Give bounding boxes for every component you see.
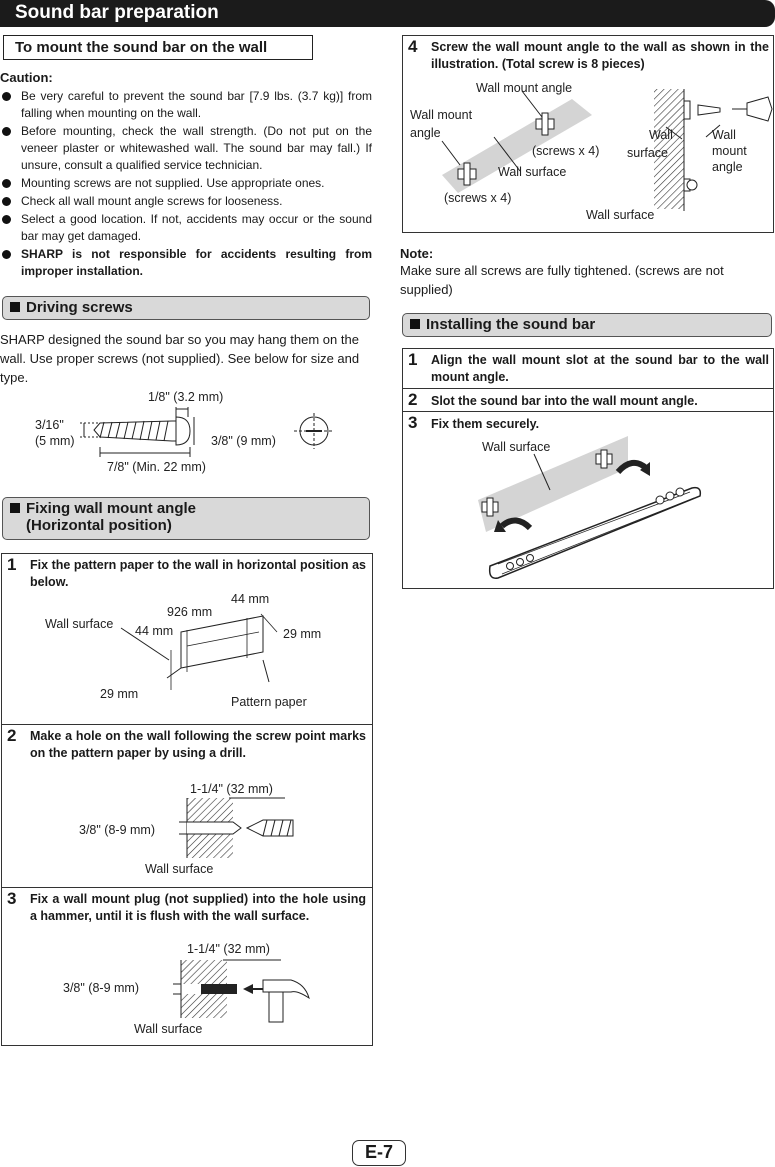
driving-screws-heading: Driving screws xyxy=(2,296,370,320)
step-number: 1 xyxy=(408,350,418,369)
curved-arrow-icon xyxy=(502,520,530,528)
plug-diagram xyxy=(1,940,373,1040)
drill-diagram xyxy=(1,780,373,885)
label-wall-surface-bottom: Wall surface xyxy=(586,208,655,222)
label-wall-surface: Wall surface xyxy=(482,440,551,454)
step-number: 3 xyxy=(7,889,17,908)
label-angle-2: angle xyxy=(712,160,743,174)
square-bullet-icon xyxy=(10,503,20,513)
label-wall-mount-left-2: angle xyxy=(410,126,441,140)
mount-heading: To mount the sound bar on the wall xyxy=(3,35,313,60)
step-text: Fix them securely. xyxy=(431,417,540,431)
step-number: 2 xyxy=(408,390,418,409)
caution-list xyxy=(0,88,372,281)
soundbar-diagram xyxy=(402,432,774,587)
label-mount-2: mount xyxy=(712,144,747,158)
square-bullet-icon xyxy=(10,302,20,312)
step-number: 2 xyxy=(7,726,17,745)
label-depth: 1-1/4" (32 mm) xyxy=(187,942,270,956)
dim-length: 7/8" (Min. 22 mm) xyxy=(107,460,206,474)
label-diameter: 3/8" (8-9 mm) xyxy=(63,981,139,995)
label-wall-2: Wall xyxy=(712,128,736,142)
label-wall-mount-angle-top: Wall mount angle xyxy=(476,81,573,95)
label-top-44: 44 mm xyxy=(231,592,270,606)
step-number: 4 xyxy=(408,37,418,56)
caution-item: Before mounting, check the wall strength. (Do not put on the veneer plaster or whitewashed wall. The sound bar may fall.) If unsure, consult a qualified service technician. xyxy=(0,123,372,174)
step-text: Fix a wall mount plug (not supplied) into the hole using a hammer, until it is flush with the wall surface. xyxy=(30,892,366,923)
label-left-44: 44 mm xyxy=(135,624,174,638)
wall-mount-diagram xyxy=(402,75,774,230)
step-text: Screw the wall mount angle to the wall as shown in the illustration. (Total screw is 8 pieces) xyxy=(431,40,769,71)
note-text: Make sure all screws are fully tightened. (screws are not supplied) xyxy=(400,263,724,297)
step-text: Slot the sound bar into the wall mount angle. xyxy=(431,394,698,408)
hammer-icon xyxy=(263,980,309,1022)
label-pattern-paper: Pattern paper xyxy=(231,695,307,709)
arrow-icon xyxy=(243,984,253,994)
dim-dia-2: (5 mm) xyxy=(35,434,75,448)
step-text: Make a hole on the wall following the screw point marks on the pattern paper by using a drill. xyxy=(30,729,366,760)
pattern-paper-diagram xyxy=(1,590,373,720)
caution-item: Select a good location. If not, accidents may occur or the sound bar may get damaged. xyxy=(0,211,372,245)
label-width: 926 mm xyxy=(167,605,213,619)
step-number: 1 xyxy=(7,555,17,574)
step-text: Fix the pattern paper to the wall in horizontal position as below. xyxy=(30,558,366,589)
caution-item: Be very careful to prevent the sound bar [7.9 lbs. (3.7 kg)] from falling when mounting on the wall. xyxy=(0,88,372,122)
label-wall-surface: Wall surface xyxy=(45,617,114,631)
installing-heading: Installing the sound bar xyxy=(402,313,772,337)
page-title-bar xyxy=(0,0,775,27)
label-wall-mount-left-1: Wall mount xyxy=(410,108,473,122)
drill-bit-icon xyxy=(247,820,293,836)
label-wall-1: Wall xyxy=(649,128,673,142)
note-heading: Note: xyxy=(400,246,434,261)
caution-item: SHARP is not responsible for accidents resulting from improper installation. xyxy=(0,246,372,280)
label-bottom-29: 29 mm xyxy=(100,687,139,701)
screw-diagram xyxy=(0,385,372,480)
step-text: Align the wall mount slot at the sound bar to the wall mount angle. xyxy=(431,353,769,384)
caution-item: Check all wall mount angle screws for looseness. xyxy=(0,193,372,210)
square-bullet-icon xyxy=(410,319,420,329)
label-wall-surface-mid: Wall surface xyxy=(498,165,567,179)
label-wall-surface: Wall surface xyxy=(134,1022,203,1036)
label-depth: 1-1/4" (32 mm) xyxy=(190,782,273,796)
label-wall-surface: Wall surface xyxy=(145,862,214,876)
page-title: Sound bar preparation xyxy=(15,2,219,23)
label-screws-left: (screws x 4) xyxy=(444,191,512,205)
label-diameter: 3/8" (8-9 mm) xyxy=(79,823,155,837)
label-right-29: 29 mm xyxy=(283,627,322,641)
page-number: E-7 xyxy=(352,1140,406,1166)
caution-item: Mounting screws are not supplied. Use appropriate ones. xyxy=(0,175,372,192)
fixing-heading: Fixing wall mount angle (Horizontal position) xyxy=(2,497,370,540)
wall-plug-icon xyxy=(201,984,237,994)
caution-heading: Caution: xyxy=(0,70,53,85)
step-number: 3 xyxy=(408,413,418,432)
driving-screws-text: SHARP designed the sound bar so you may hang them on the wall. Use proper screws (not supplied). See below for size and type. xyxy=(0,332,360,385)
dim-head-length: 1/8" (3.2 mm) xyxy=(148,390,224,404)
label-surface-1: surface xyxy=(627,146,668,160)
dim-head-dia: 3/8" (9 mm) xyxy=(211,434,276,448)
screwdriver-icon xyxy=(732,97,772,121)
dim-dia-1: 3/16" xyxy=(35,418,64,432)
screw-icon xyxy=(94,417,190,445)
label-screws-right: (screws x 4) xyxy=(532,144,600,158)
